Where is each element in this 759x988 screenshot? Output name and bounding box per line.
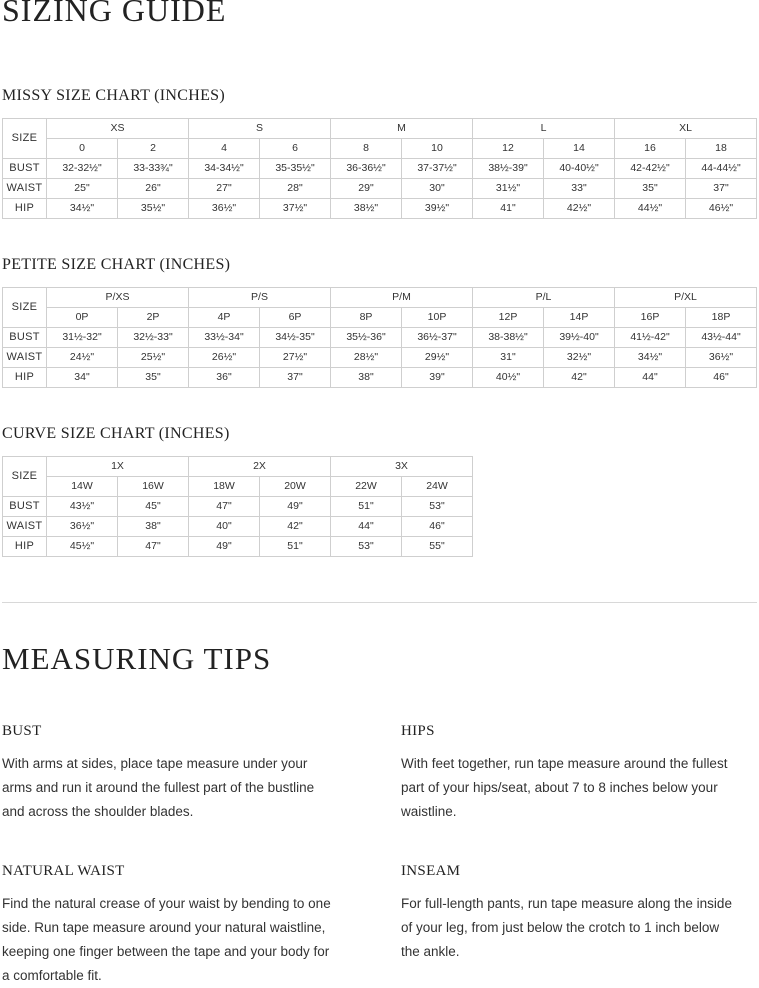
size-number-cell: 4P bbox=[189, 308, 260, 328]
measurement-row bbox=[3, 517, 473, 537]
measurement-label: BUST bbox=[3, 159, 47, 179]
size-number-cell: 18 bbox=[686, 139, 757, 159]
measurement-label: WAIST bbox=[3, 348, 47, 368]
size-number-cell: 6P bbox=[260, 308, 331, 328]
size-number-cell: 2P bbox=[118, 308, 189, 328]
measurement-row bbox=[3, 199, 757, 219]
measurement-cell: 33½-34" bbox=[189, 328, 260, 348]
measurement-cell: 40-40½" bbox=[544, 159, 615, 179]
size-number-cell: 12 bbox=[473, 139, 544, 159]
size-number-row bbox=[3, 139, 757, 159]
measurement-row bbox=[3, 159, 757, 179]
measurement-cell: 33-33¾" bbox=[118, 159, 189, 179]
section-divider bbox=[2, 602, 757, 603]
measurement-cell: 29" bbox=[331, 179, 402, 199]
measurement-cell: 36½" bbox=[47, 517, 118, 537]
size-number-cell: 24W bbox=[402, 477, 473, 497]
measurement-cell: 34" bbox=[47, 368, 118, 388]
size-number-cell: 0P bbox=[47, 308, 118, 328]
size-group-header: XL bbox=[615, 119, 757, 139]
size-group-header: S bbox=[189, 119, 331, 139]
measurement-cell: 25½" bbox=[118, 348, 189, 368]
measurement-cell: 44" bbox=[331, 517, 402, 537]
measurement-label: BUST bbox=[3, 497, 47, 517]
hips-tip-text: With feet together, run tape measure around the fullest part of your hips/seat, about 7 to 8 inches below your waistline. bbox=[401, 756, 728, 819]
measurement-cell: 31½-32" bbox=[47, 328, 118, 348]
measurement-cell: 32½-33" bbox=[118, 328, 189, 348]
measurement-cell: 36½-37" bbox=[402, 328, 473, 348]
measurement-cell: 44-44½" bbox=[686, 159, 757, 179]
bust-tip-heading: BUST bbox=[2, 723, 42, 739]
measurement-cell: 42" bbox=[544, 368, 615, 388]
size-group-header: XS bbox=[47, 119, 189, 139]
measurement-cell: 46½" bbox=[686, 199, 757, 219]
measurement-cell: 35½-36" bbox=[331, 328, 402, 348]
size-number-cell: 10P bbox=[402, 308, 473, 328]
size-number-cell: 2 bbox=[118, 139, 189, 159]
measurement-cell: 42" bbox=[260, 517, 331, 537]
measurement-cell: 27½" bbox=[260, 348, 331, 368]
measurement-cell: 31½" bbox=[473, 179, 544, 199]
measurement-row bbox=[3, 368, 757, 388]
measurement-label: BUST bbox=[3, 328, 47, 348]
measurement-cell: 27" bbox=[189, 179, 260, 199]
measurement-label: HIP bbox=[3, 537, 47, 557]
measurement-cell: 41" bbox=[473, 199, 544, 219]
measurement-row bbox=[3, 328, 757, 348]
petite-size-table bbox=[2, 287, 757, 388]
measurement-row bbox=[3, 537, 473, 557]
measurement-cell: 32½" bbox=[544, 348, 615, 368]
measurement-cell: 42-42½" bbox=[615, 159, 686, 179]
measurement-cell: 29½" bbox=[402, 348, 473, 368]
bust-tip-text: With arms at sides, place tape measure under your arms and run it around the fullest part of the bustline and across the shoulder blades. bbox=[2, 756, 315, 819]
measurement-cell: 53" bbox=[402, 497, 473, 517]
measurement-cell: 38½" bbox=[331, 199, 402, 219]
size-number-cell: 16P bbox=[615, 308, 686, 328]
hips-tip-heading: HIPS bbox=[401, 723, 435, 739]
curve-size-table bbox=[2, 456, 473, 557]
petite-chart-title: PETITE SIZE CHART (INCHES) bbox=[2, 256, 231, 273]
measurement-cell: 37-37½" bbox=[402, 159, 473, 179]
size-number-cell: 22W bbox=[331, 477, 402, 497]
measurement-cell: 32-32½" bbox=[47, 159, 118, 179]
measurement-label: HIP bbox=[3, 368, 47, 388]
measurement-cell: 47" bbox=[118, 537, 189, 557]
measurement-cell: 31" bbox=[473, 348, 544, 368]
size-number-cell: 16 bbox=[615, 139, 686, 159]
page-title: SIZING GUIDE bbox=[2, 0, 227, 28]
measurement-cell: 34½-35" bbox=[260, 328, 331, 348]
natural-waist-tip-heading: NATURAL WAIST bbox=[2, 863, 125, 879]
measurement-cell: 41½-42" bbox=[615, 328, 686, 348]
measurement-cell: 36-36½" bbox=[331, 159, 402, 179]
measurement-cell: 38½-39" bbox=[473, 159, 544, 179]
measurement-cell: 44" bbox=[615, 368, 686, 388]
measurement-cell: 34½" bbox=[47, 199, 118, 219]
measurement-cell: 34½" bbox=[615, 348, 686, 368]
size-group-row bbox=[3, 288, 757, 308]
inseam-tip-heading: INSEAM bbox=[401, 863, 461, 879]
size-number-cell: 14P bbox=[544, 308, 615, 328]
measurement-cell: 28" bbox=[260, 179, 331, 199]
measurement-cell: 46" bbox=[686, 368, 757, 388]
measurement-cell: 37" bbox=[260, 368, 331, 388]
size-number-cell: 18P bbox=[686, 308, 757, 328]
measurement-cell: 47" bbox=[189, 497, 260, 517]
measurement-cell: 35-35½" bbox=[260, 159, 331, 179]
measurement-cell: 36" bbox=[189, 368, 260, 388]
measurement-cell: 55" bbox=[402, 537, 473, 557]
measurement-label: WAIST bbox=[3, 179, 47, 199]
size-number-row bbox=[3, 477, 473, 497]
measurement-cell: 49" bbox=[189, 537, 260, 557]
curve-chart-title: CURVE SIZE CHART (INCHES) bbox=[2, 425, 230, 442]
measurement-cell: 35" bbox=[615, 179, 686, 199]
size-group-header: P/L bbox=[473, 288, 615, 308]
size-number-cell: 16W bbox=[118, 477, 189, 497]
size-header: SIZE bbox=[3, 457, 47, 497]
measurement-row bbox=[3, 179, 757, 199]
size-number-cell: 8P bbox=[331, 308, 402, 328]
inseam-tip-text: For full-length pants, run tape measure along the inside of your leg, from just below the crotch to 1 inch below the ankle. bbox=[401, 896, 732, 959]
measurement-cell: 46" bbox=[402, 517, 473, 537]
measurement-cell: 30" bbox=[402, 179, 473, 199]
size-group-row bbox=[3, 119, 757, 139]
size-number-cell: 10 bbox=[402, 139, 473, 159]
measuring-tips-title: MEASURING TIPS bbox=[2, 641, 272, 676]
measurement-cell: 28½" bbox=[331, 348, 402, 368]
measurement-cell: 33" bbox=[544, 179, 615, 199]
size-group-header: 2X bbox=[189, 457, 331, 477]
measurement-cell: 36½" bbox=[189, 199, 260, 219]
size-number-cell: 20W bbox=[260, 477, 331, 497]
measurement-cell: 38-38½" bbox=[473, 328, 544, 348]
measurement-cell: 26½" bbox=[189, 348, 260, 368]
size-group-header: M bbox=[331, 119, 473, 139]
measurement-cell: 45½" bbox=[47, 537, 118, 557]
size-number-cell: 14 bbox=[544, 139, 615, 159]
size-number-cell: 6 bbox=[260, 139, 331, 159]
size-number-cell: 4 bbox=[189, 139, 260, 159]
size-group-header: L bbox=[473, 119, 615, 139]
size-group-header: P/S bbox=[189, 288, 331, 308]
measurement-cell: 35½" bbox=[118, 199, 189, 219]
size-header: SIZE bbox=[3, 288, 47, 328]
measurement-cell: 39½" bbox=[402, 199, 473, 219]
size-number-cell: 18W bbox=[189, 477, 260, 497]
size-number-cell: 14W bbox=[47, 477, 118, 497]
missy-chart-title: MISSY SIZE CHART (INCHES) bbox=[2, 87, 225, 104]
size-group-header: P/XL bbox=[615, 288, 757, 308]
measurement-cell: 49" bbox=[260, 497, 331, 517]
measurement-cell: 53" bbox=[331, 537, 402, 557]
size-group-header: P/M bbox=[331, 288, 473, 308]
measurement-cell: 38" bbox=[118, 517, 189, 537]
measurement-cell: 37½" bbox=[260, 199, 331, 219]
measurement-cell: 39" bbox=[402, 368, 473, 388]
measurement-cell: 43½-44" bbox=[686, 328, 757, 348]
measurement-cell: 39½-40" bbox=[544, 328, 615, 348]
size-number-cell: 12P bbox=[473, 308, 544, 328]
measurement-cell: 40½" bbox=[473, 368, 544, 388]
size-number-row bbox=[3, 308, 757, 328]
measurement-cell: 36½" bbox=[686, 348, 757, 368]
measurement-cell: 51" bbox=[260, 537, 331, 557]
size-group-row bbox=[3, 457, 473, 477]
size-number-cell: 0 bbox=[47, 139, 118, 159]
measurement-cell: 51" bbox=[331, 497, 402, 517]
measurement-row bbox=[3, 348, 757, 368]
measurement-cell: 24½" bbox=[47, 348, 118, 368]
measurement-cell: 37" bbox=[686, 179, 757, 199]
missy-size-table bbox=[2, 118, 757, 219]
measurement-cell: 35" bbox=[118, 368, 189, 388]
measurement-label: WAIST bbox=[3, 517, 47, 537]
measurement-label: HIP bbox=[3, 199, 47, 219]
measurement-row bbox=[3, 497, 473, 517]
size-number-cell: 8 bbox=[331, 139, 402, 159]
size-group-header: P/XS bbox=[47, 288, 189, 308]
measurement-cell: 25" bbox=[47, 179, 118, 199]
size-group-header: 3X bbox=[331, 457, 473, 477]
measurement-cell: 40" bbox=[189, 517, 260, 537]
natural-waist-tip-text: Find the natural crease of your waist by bending to one side. Run tape measure around your natural waistline, keeping one finger between the tape and your body for a comfortable fit. bbox=[2, 896, 331, 983]
measurement-cell: 42½" bbox=[544, 199, 615, 219]
size-header: SIZE bbox=[3, 119, 47, 159]
measurement-cell: 43½" bbox=[47, 497, 118, 517]
measurement-cell: 45" bbox=[118, 497, 189, 517]
measurement-cell: 38" bbox=[331, 368, 402, 388]
size-group-header: 1X bbox=[47, 457, 189, 477]
measurement-cell: 34-34½" bbox=[189, 159, 260, 179]
measurement-cell: 44½" bbox=[615, 199, 686, 219]
measurement-cell: 26" bbox=[118, 179, 189, 199]
